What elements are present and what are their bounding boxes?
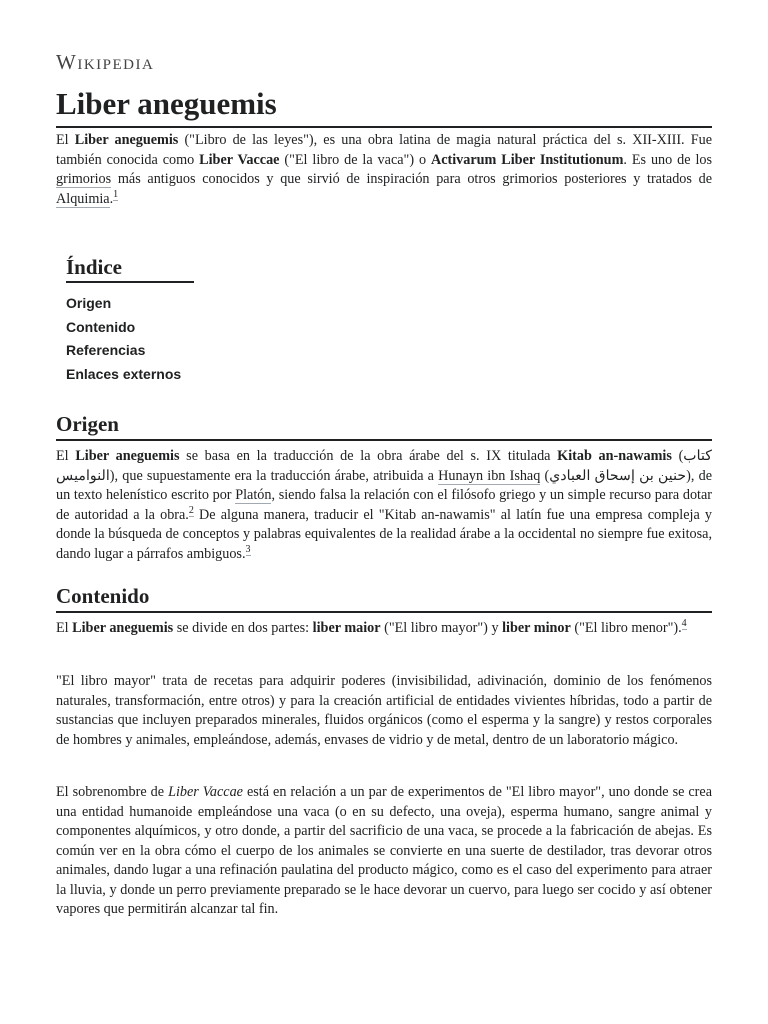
bold-term: liber minor [502, 620, 571, 636]
bold-term: Activarum Liber Institutionum [430, 151, 624, 168]
italic-term: Liber Vaccae [168, 784, 243, 800]
bold-term: liber maior [312, 620, 381, 636]
origen-paragraph: El Liber aneguemis se basa en la traducción de la obra árabe del s. IX titulada Kitab an-nawamis (كتاب النواميس), que supuestamente era la traducción árabe, atribuida a Hunayn ibn Ishaq (حنين بن إسحاق العبادي), de un texto helenístico escrito por Platón, siendo falsa la relación con el filósofo griego y un simple recurso para dotar de autoridad a la obra.$^2$ De alguna manera, traducir el "Kitab an-nawamis" al latín fue una empresa compleja y donde la búsqueda de conceptos y palabras equivalentes de la realidad árabe a la occidental no siempre fue exitosa, dando lugar a párrafos ambiguos.$^3$ [56, 448, 713, 562]
wikipedia-wordmark[interactable]: Wikipedia [56, 50, 155, 74]
contenido-block [56, 619, 712, 639]
reference-link-4[interactable]: 4 [681, 618, 687, 629]
arabic-name: حنين بن إسحاق العبادي [549, 467, 687, 484]
link-alquimia[interactable]: Alquimia [56, 190, 110, 207]
bold-term: Liber Vaccae [199, 151, 280, 168]
toc-title: Índice [66, 254, 194, 283]
section-heading-contenido: Contenido [56, 582, 712, 613]
link-grimorios[interactable]: grimorios [56, 171, 112, 187]
bold-term: Liber aneguemis [72, 620, 174, 636]
section-heading-origen: Origen [56, 410, 712, 441]
intro-block [56, 131, 712, 209]
reference-link-3[interactable]: 3 [245, 543, 251, 555]
contenido-paragraph-3: El sobrenombre de Liber Vaccae está en relación a un par de experimentos de "El libro mayor", uno donde se crea una entidad humanoide empleándose una vaca (o en su defecto, una oveja), esperma humano, sangre animal y componentes alquímicos, y otro donde, a partir del sacrificio de una vaca, se procede a la fabricación de abejas. Es común ver en la obra cómo el cuerpo de los animales se convierte en una suerte de destilador, tras devorar otros animales, dando lugar a una refinación paulatina del producto mágico, como es el caso del experimento para atraer la lluvia, y donde un perro previamente preparado se le hace devorar un cuervo, para luego ser cocido y así obtener vapores que permitirán alcanzar tal fin. [56, 784, 712, 917]
intro-paragraph: El Liber aneguemis ("Libro de las leyes"), es una obra latina de magia natural práctica del s. XII-XIII. Fue también conocida como Liber Vaccae ("El libro de la vaca") o Activarum Liber Institutionum. Es uno de los grimorios más antiguos conocidos y que sirvió de inspiración para otros grimorios posteriores y tratados de Alquimia.$^1$ [56, 132, 712, 207]
bold-term: Kitab an-nawamis [557, 448, 672, 464]
bold-term: Liber aneguemis [75, 448, 180, 464]
origen-block [56, 447, 712, 564]
bold-term: Liber aneguemis [74, 132, 179, 148]
contenido-paragraph-2: "El libro mayor" trata de recetas para adquirir poderes (invisibilidad, adivinación, dominio de los fenómenos naturales, transformación, entre otros) y para la creación artificial de entidades vivientes híbridas, todo a partir de sustancias que incluyen preparados minerales, fluidos orgánicos (como el esperma y la sangre) y restos corporales de hombres y animales, empleándose, además, envases de vidrio y de metal, dentro de un laboratorio mágico. [56, 673, 712, 748]
toc-item-referencias[interactable]: Referencias [66, 342, 146, 359]
contenido-block-2 [56, 672, 712, 750]
toc-item-origen[interactable]: Origen [66, 295, 112, 311]
reference-link-1[interactable]: 1 [113, 188, 119, 200]
page-title: Liber aneguemis [56, 84, 712, 128]
reference-link-2[interactable]: 2 [188, 504, 194, 516]
toc-item-enlaces-externos[interactable]: Enlaces externos [66, 365, 182, 382]
link-hunayn-ibn-ishaq[interactable]: Hunayn ibn Ishaq [438, 467, 541, 484]
table-of-contents [66, 254, 194, 386]
arabic-title: كتاب النواميس [56, 448, 713, 484]
toc-item-contenido[interactable]: Contenido [66, 318, 136, 335]
contenido-block-3 [56, 783, 712, 920]
contenido-paragraph-1: El Liber aneguemis se divide en dos partes: liber maior ("El libro mayor") y liber minor ("El libro menor").$^4$ [56, 618, 687, 636]
link-platon[interactable]: Platón [235, 487, 272, 503]
